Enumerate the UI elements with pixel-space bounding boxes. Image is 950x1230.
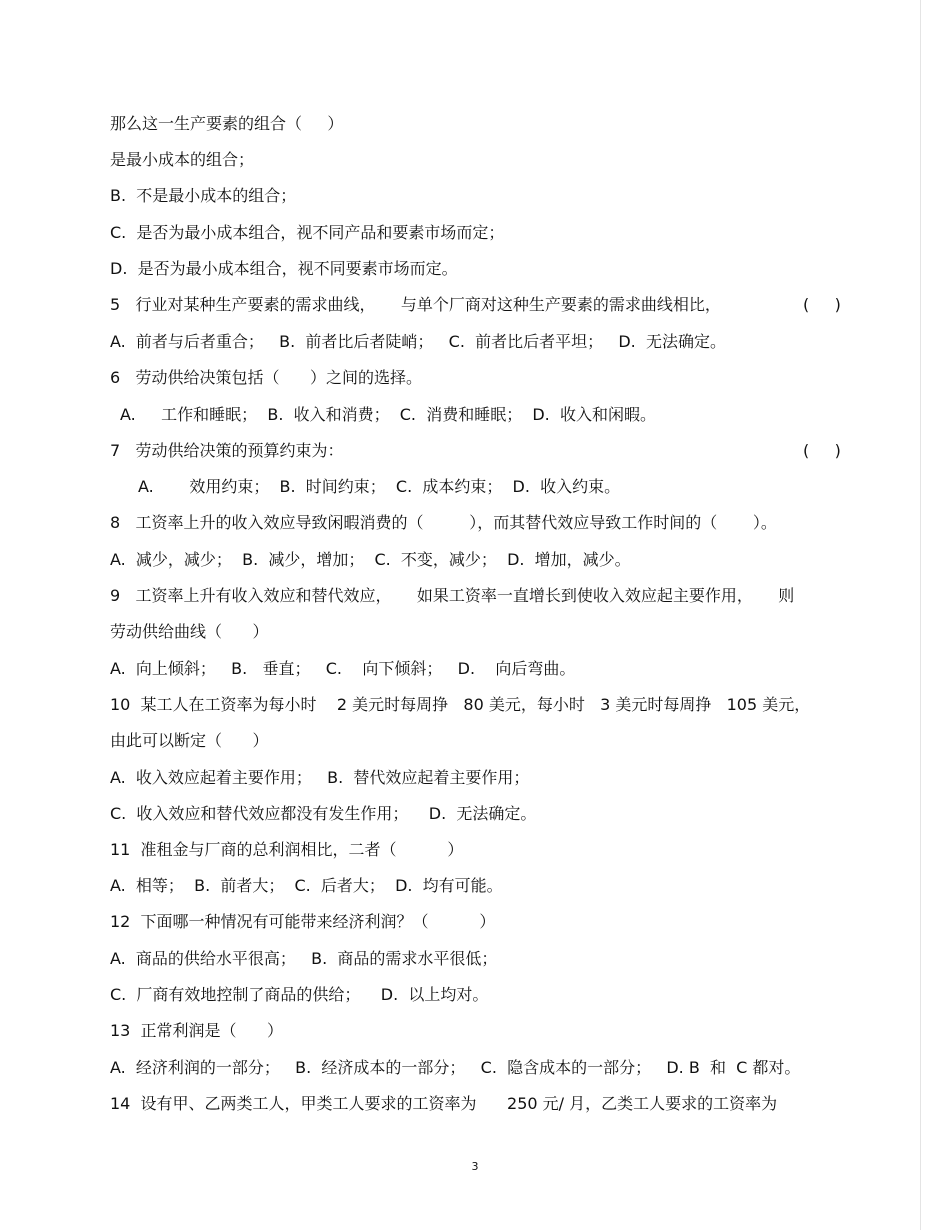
question-7: 7 劳动供给决策的预算约束为： bbox=[110, 441, 344, 460]
answer-blank-q5: ( ) bbox=[803, 295, 841, 314]
page-number: 3 bbox=[471, 1160, 479, 1173]
options-q10-a: A. 收入效应起着主要作用； B. 替代效应起着主要作用； bbox=[110, 768, 530, 787]
options-q5: A. 前者与后者重合； B. 前者比后者陡峭； C. 前者比后者平坦； D. 无法确定。 bbox=[110, 332, 726, 351]
options-q9: A. 向上倾斜； B. 垂直； C. 向下倾斜； D. 向后弯曲。 bbox=[110, 659, 576, 678]
question-5: 5 行业对某种生产要素的需求曲线， 与单个厂商对这种生产要素的需求曲线相比， bbox=[110, 295, 721, 314]
question-13: 13 正常利润是（ ） bbox=[110, 1021, 284, 1040]
options-q12-a: A. 商品的供给水平很高； B. 商品的需求水平很低； bbox=[110, 949, 498, 968]
options-q12-b: C. 厂商有效地控制了商品的供给； D. 以上均对。 bbox=[110, 985, 489, 1004]
options-q7: A. 效用约束； B. 时间约束； C. 成本约束； D. 收入约束。 bbox=[138, 477, 621, 496]
text-line-5: D. 是否为最小成本组合，视不同要素市场而定。 bbox=[110, 259, 458, 278]
question-14: 14 设有甲、乙两类工人，甲类工人要求的工资率为 250 元/ 月，乙类工人要求的工资率为 bbox=[110, 1094, 778, 1113]
question-10-cont: 由此可以断定（ ） bbox=[110, 731, 269, 750]
question-9: 9 工资率上升有收入效应和替代效应， 如果工资率一直增长到使收入效应起主要作用， 则 bbox=[110, 586, 795, 605]
text-line-1: 那么这一生产要素的组合（ ） bbox=[110, 114, 344, 133]
options-q10-b: C. 收入效应和替代效应都没有发生作用； D. 无法确定。 bbox=[110, 804, 537, 823]
question-6: 6 劳动供给决策包括（ ）之间的选择。 bbox=[110, 368, 422, 387]
answer-blank-q7: ( ) bbox=[803, 441, 841, 460]
question-9-cont: 劳动供给曲线（ ） bbox=[110, 622, 269, 641]
question-12: 12 下面哪一种情况有可能带来经济利润？（ ） bbox=[110, 912, 496, 931]
options-q6: A. 工作和睡眠； B. 收入和消费； C. 消费和睡眠； D. 收入和闲暇。 bbox=[120, 405, 656, 424]
text-line-4: C. 是否为最小成本组合，视不同产品和要素市场而定； bbox=[110, 223, 505, 242]
page-edge bbox=[920, 0, 921, 1230]
options-q8: A. 减少，减少； B. 减少，增加； C. 不变，减少； D. 增加，减少。 bbox=[110, 550, 631, 569]
text-line-2: 是最小成本的组合； bbox=[110, 150, 255, 169]
options-q13: A. 经济利润的一部分； B. 经济成本的一部分； C. 隐含成本的一部分； D. B 和 C 都对。 bbox=[110, 1058, 801, 1077]
text-line-3: B. 不是最小成本的组合； bbox=[110, 186, 297, 205]
question-11: 11 准租金与厂商的总利润相比，二者（ ） bbox=[110, 840, 464, 859]
options-q11: A. 相等； B. 前者大； C. 后者大； D. 均有可能。 bbox=[110, 876, 503, 895]
question-8: 8 工资率上升的收入效应导致闲暇消费的（ ），而其替代效应导致工作时间的（ ）。 bbox=[110, 513, 777, 532]
question-10: 10 某工人在工资率为每小时 2 美元时每周挣 80 美元，每小时 3 美元时每周挣 105 美元， bbox=[110, 695, 811, 714]
